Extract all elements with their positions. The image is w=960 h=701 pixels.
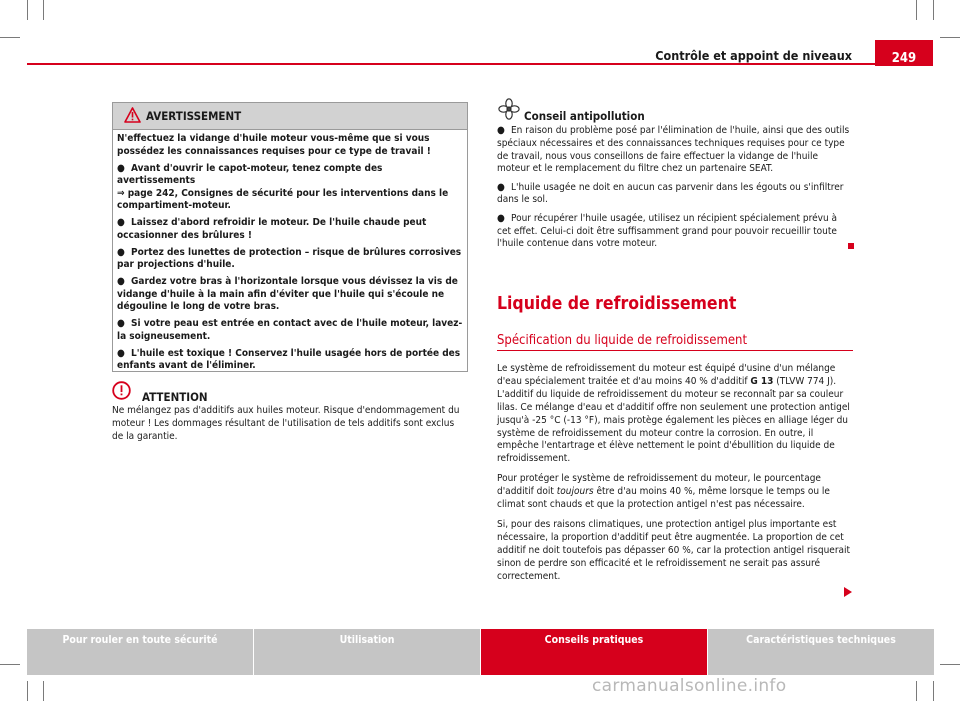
crop-mark bbox=[0, 664, 20, 665]
section-title: Contrôle et appoint de niveaux bbox=[655, 48, 852, 63]
eco-bullet: ● L'huile usagée ne doit en aucun cas parvenir dans les égouts ou s'infiltrer dans le sol. bbox=[497, 181, 844, 206]
warning-bullet: ● Si votre peau est entrée en contact avec de l'huile moteur, lavez-la soigneusement. bbox=[117, 318, 463, 342]
paragraph: Pour protéger le système de refroidissement du moteur, le pourcentage d'additif doit toujours être d'au moins 40 %, même lorsque le temps ou le climat sont chauds et que la protection antigel n'est pas nécessaire. bbox=[497, 473, 830, 511]
crop-mark bbox=[0, 37, 20, 38]
watermark: carmanualsonline.info bbox=[592, 676, 787, 696]
crop-mark bbox=[916, 681, 917, 701]
crop-mark bbox=[43, 0, 44, 20]
eco-tip-title: Conseil antipollution bbox=[524, 109, 645, 123]
eco-tip-body bbox=[497, 125, 853, 257]
tab-operation[interactable]: Utilisation bbox=[254, 629, 481, 675]
subsection-heading: Spécification du liquide de refroidissement bbox=[497, 333, 748, 348]
crop-mark bbox=[940, 37, 960, 38]
attention-title: ATTENTION bbox=[142, 390, 208, 404]
warning-intro: N'effectuez la vidange d'huile moteur vous-même que si vous possédez les connaissances requises pour ce type de travail ! bbox=[117, 133, 431, 157]
attention-text: Ne mélangez pas d'additifs aux huiles moteur. Risque d'endommagement du moteur ! Les dommages résultant de l'utilisation de tels additifs sont exclus de la garantie. bbox=[112, 405, 460, 442]
warning-header bbox=[113, 103, 467, 130]
warning-triangle-icon bbox=[124, 107, 141, 123]
section-body bbox=[497, 363, 853, 591]
warning-bullet: ● Gardez votre bras à l'horizontale lorsque vous dévissez la vis de vidange d'huile à la main afin d'éviter que l'huile qui s'écoule ne dégouline le long de votre bras. bbox=[117, 276, 458, 312]
crop-mark bbox=[933, 681, 934, 701]
footer-nav bbox=[27, 629, 934, 675]
arrow-right-icon: ⇒ bbox=[117, 187, 125, 199]
attention-circle-icon bbox=[112, 381, 131, 400]
page-number: 249 bbox=[875, 40, 933, 66]
warning-title: AVERTISSEMENT bbox=[146, 109, 242, 123]
tab-technical-specs[interactable]: Caractéristiques techniques bbox=[708, 629, 934, 675]
page-reference-link[interactable]: page 242, Consignes de sécurité pour les interventions dans le compartiment-moteur. bbox=[117, 187, 449, 211]
warning-bullet: ● Laissez d'abord refroidir le moteur. De l'huile chaude peut occasionner des brûlures ! bbox=[117, 217, 427, 241]
warning-body bbox=[113, 130, 467, 373]
paragraph: Si, pour des raisons climatiques, une protection antigel plus importante est nécessaire, la proportion d'additif peut être augmentée. La proportion de cet additif ne doit toutefois pas dépasser 60 %, car la protection antigel risquerait sinon de perdre son efficacité et le refroidissement ne serait pas assuré correctement. bbox=[497, 518, 851, 582]
subheading-rule bbox=[497, 350, 853, 351]
section-heading: Liquide de refroidissement bbox=[497, 294, 737, 314]
crop-mark bbox=[940, 664, 960, 665]
crop-mark bbox=[27, 0, 28, 20]
crop-mark bbox=[43, 681, 44, 701]
warning-bullet: ● L'huile est toxique ! Conservez l'huile usagée hors de portée des enfants avant de l'éliminer. bbox=[117, 347, 461, 371]
warning-bullet: ● Avant d'ouvrir le capot-moteur, tenez compte des avertissements ⇒ page 242, Consignes de sécurité pour les interventions dans le compartiment-moteur. bbox=[117, 162, 449, 211]
flower-icon bbox=[498, 98, 520, 120]
continue-arrow-icon bbox=[844, 587, 852, 597]
eco-bullet: ● Pour récupérer l'huile usagée, utilisez un récipient spécialement prévu à cet effet. Celui-ci doit être suffisamment grand pour pouvoir recueillir toute l'huile contenue dans votre moteur. bbox=[497, 212, 838, 250]
paragraph: Le système de refroidissement du moteur est équipé d'usine d'un mélange d'eau spécialement traitée et d'au moins 40 % d'additif G 13 (TLVW 774 J). L'additif du liquide de refroidissement du moteur se reconnaît par sa couleur lilas. Ce mélange d'eau et d'additif offre non seulement une protection antigel jusqu'à -25 °C (-13 °F), mais protège également les pièces en alliage léger du système de refroidissement du moteur contre la corrosion. En outre, il empêche l'entartrage et élève nettement le point d'ébullition du liquide de refroidissement. bbox=[497, 363, 850, 465]
eco-bullet: ● En raison du problème posé par l'élimination de l'huile, ainsi que des outils spéciaux nécessaires et des connaissances techniques requises pour ce type de travail, nous vous conseillons de faire effectuer la vidange de l'huile moteur et le remplacement du filtre chez un partenaire SEAT. bbox=[497, 125, 850, 175]
crop-mark bbox=[933, 0, 934, 20]
warning-box bbox=[112, 102, 468, 372]
warning-bullet: ● Portez des lunettes de protection – risque de brûlures corrosives par projections d'huile. bbox=[117, 246, 462, 270]
tab-practical-tips[interactable]: Conseils pratiques bbox=[481, 629, 708, 675]
crop-mark bbox=[27, 681, 28, 701]
tab-safety[interactable]: Pour rouler en toute sécurité bbox=[27, 629, 254, 675]
header-rule bbox=[27, 63, 875, 65]
crop-mark bbox=[916, 0, 917, 20]
section-end-marker bbox=[848, 243, 854, 249]
